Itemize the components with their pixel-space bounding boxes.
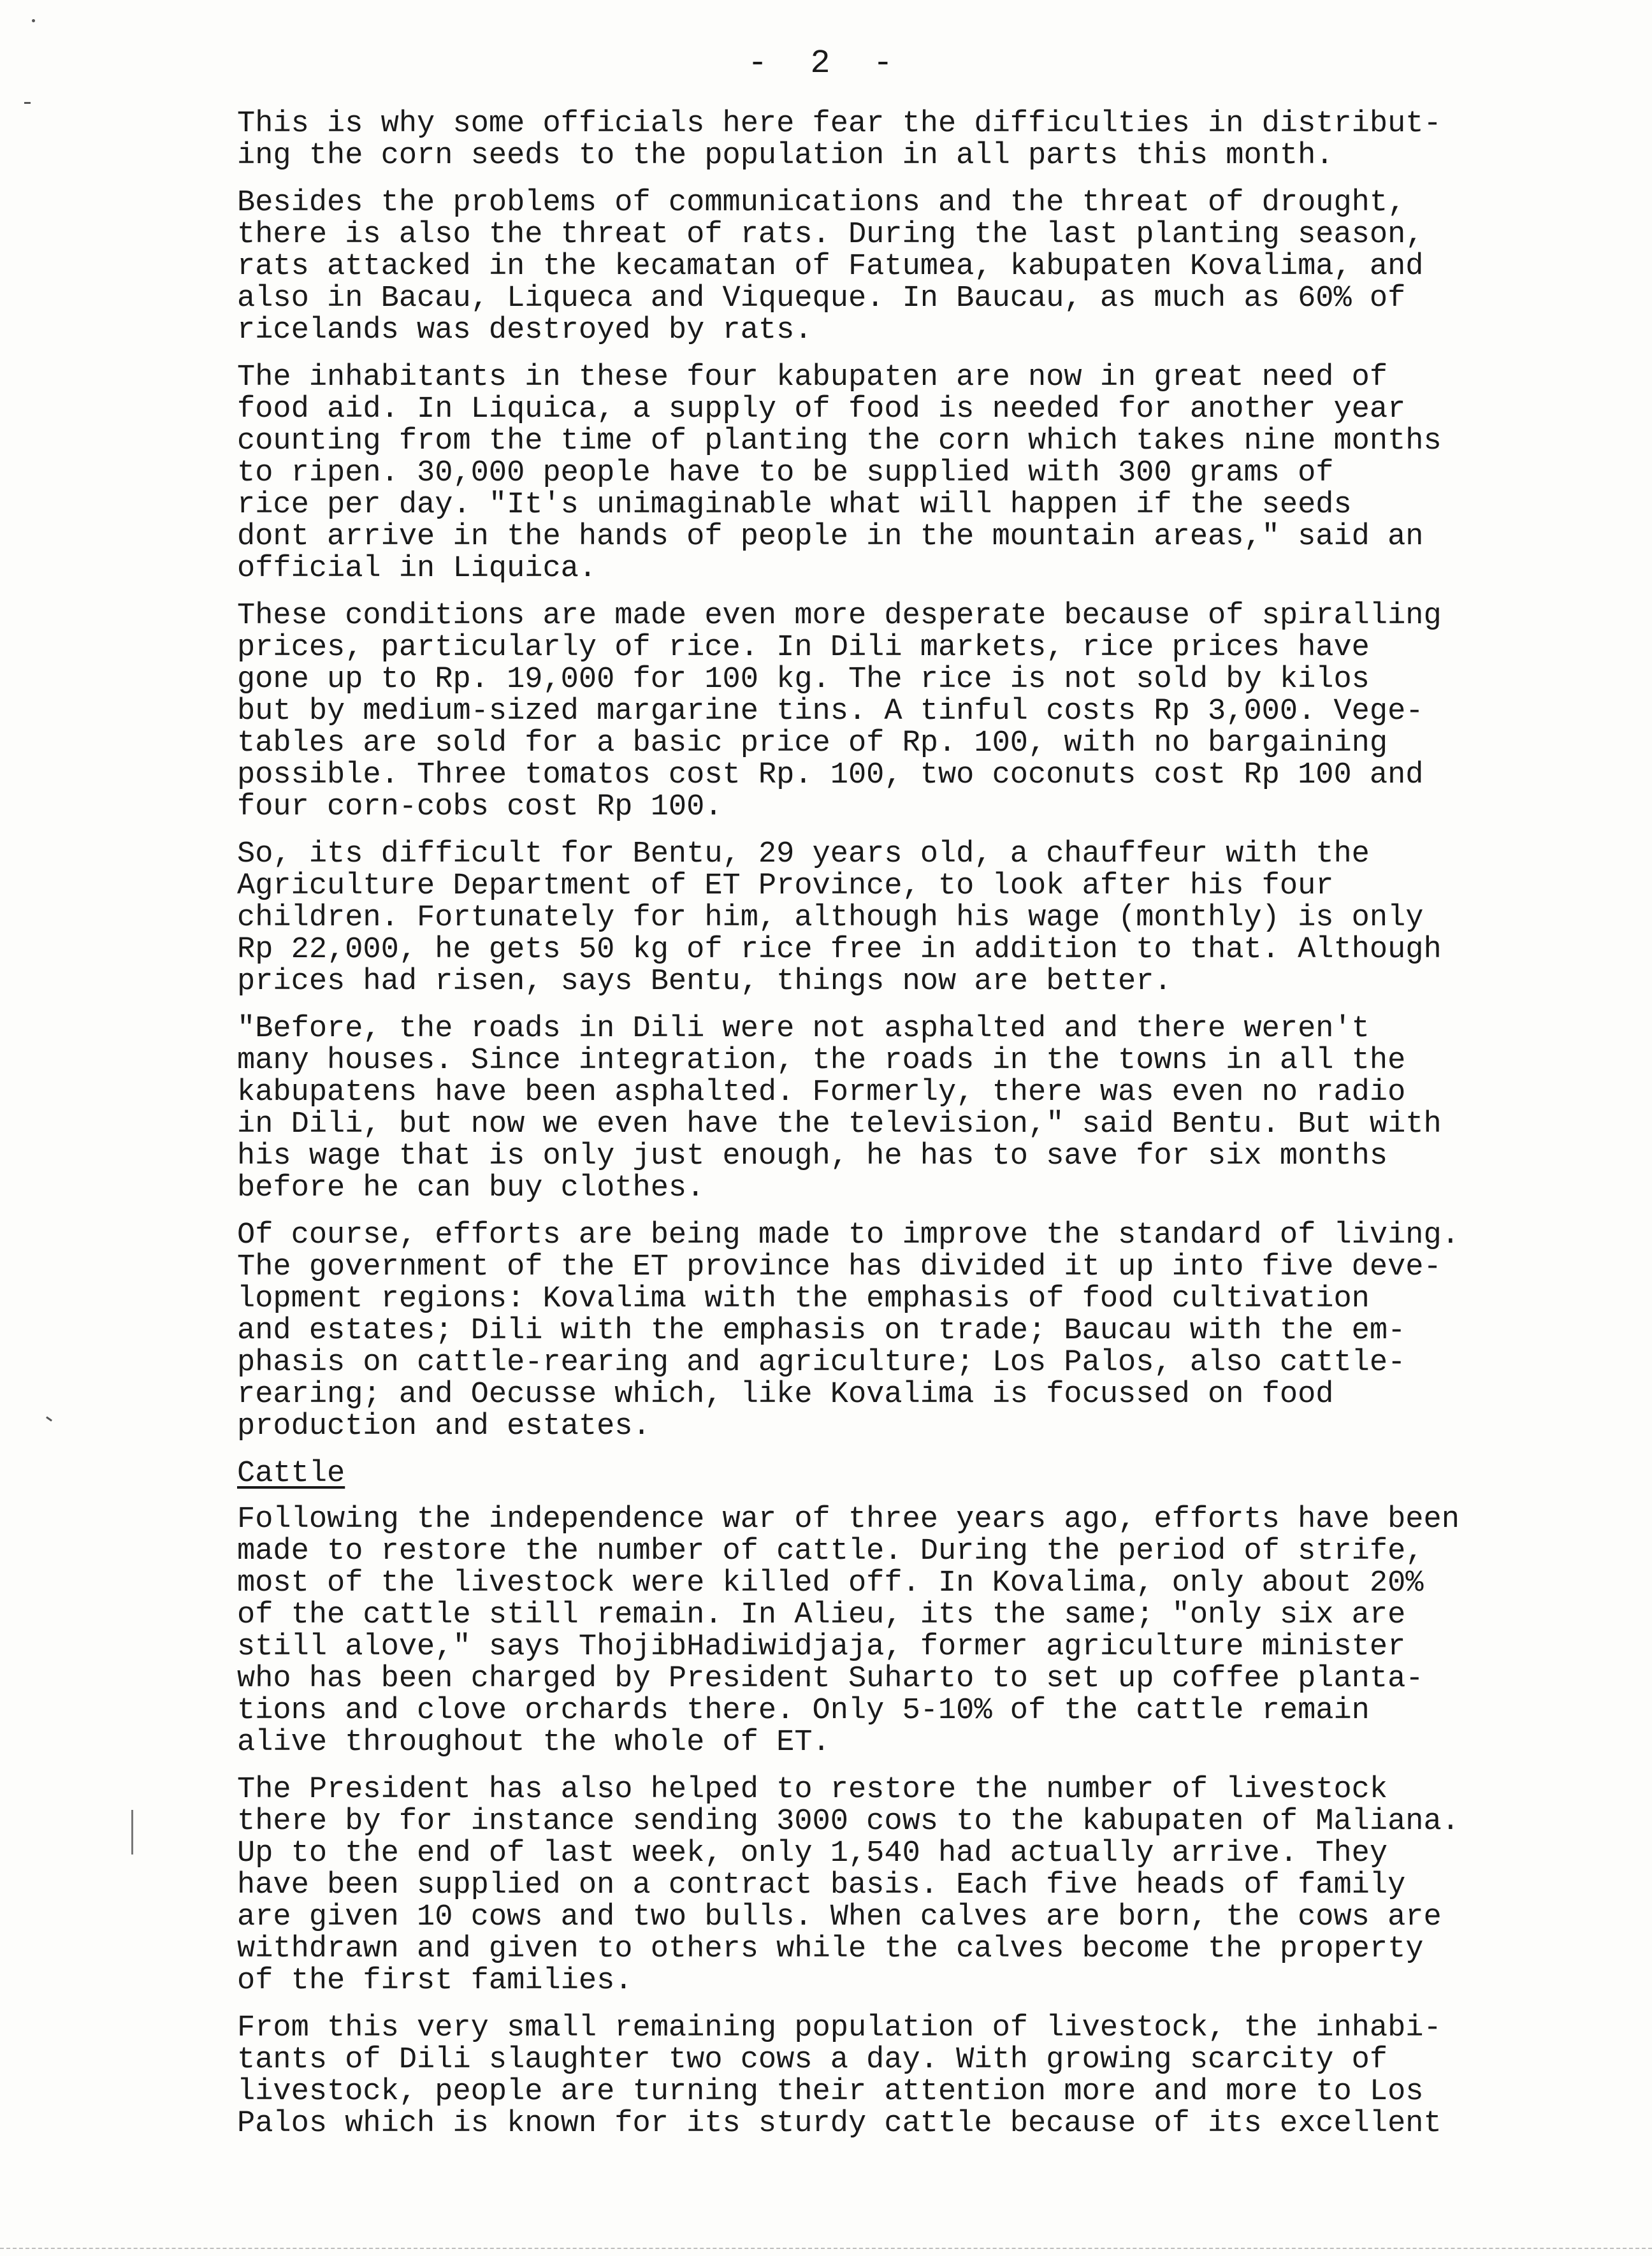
paragraph: Following the independence war of three years ago, efforts have been made to restore the number of cattle. During the period of strife, most of the livestock were killed off. In Kovalima, only about 20% of the cattle still remain. In Alieu, its the same; "only six are still alove," says ThojibHadiwidjaja, former agriculture minister who has been charged by President Suharto to set up coffee planta- tions and clove orchards there. Only 5-10% of the cattle remain alive throughout the whole of ET.: [237, 1503, 1460, 1760]
scan-speck: [32, 19, 35, 22]
paragraph: Besides the problems of communications and the threat of drought, there is also the threat of rats. During the last planting season, rats attacked in the kecamatan of Fatumea, kabupaten Kovalima, and also in Bacau, Liqueca and Viqueque. In Baucau, as much as 60% of ricelands was destroyed by rats.: [237, 186, 1424, 347]
paragraph: The President has also helped to restore the number of livestock there by for instance sending 3000 cows to the kabupaten of Maliana. Up to the end of last week, only 1,540 had actually arrive. They have been supplied on a contract basis. Each five heads of family are given 10 cows and two bulls. When calves are born, the cows are withdrawn and given to others while the calves become the property of the first families.: [237, 1773, 1460, 1998]
paragraph: This is why some officials here fear the difficulties in distribut- ing the corn seeds to the population in all parts this month.: [237, 107, 1442, 173]
page-number: - 2 -: [747, 45, 905, 82]
paragraph: Of course, efforts are being made to improve the standard of living. The government of the ET province has divided it up into five deve- lopment regions: Kovalima with the emphasis of food cultivation and estates; Dili with the emphasis on trade; Baucau with the em- phasis on cattle-rearing and agriculture; Los Palos, also cattle- rearing; and Oecusse which, like Kovalima is focussed on food production and estates.: [237, 1218, 1460, 1443]
paragraph: "Before, the roads in Dili were not asphalted and there weren't many houses. Since integration, the roads in the towns in all the kabupatens have been asphalted. Formerly, there was even no radio in Dili, but now we even have the television," said Bentu. But with his wage that is only just enough, he has to save for six months before he can buy clothes.: [237, 1012, 1442, 1205]
scan-speck: [46, 1416, 52, 1421]
paragraph: The inhabitants in these four kabupaten are now in great need of food aid. In Liquica, a supply of food is needed for another year counting from the time of planting the corn which takes nine months to ripen. 30,000 people have to be supplied with 300 grams of rice per day. "It's unimaginable what will happen if the seeds dont arrive in the hands of people in the mountain areas," said an official in Liquica.: [237, 361, 1442, 586]
paragraph: From this very small remaining population of livestock, the inhabi- tants of Dili slaughter two cows a day. With growing scarcity of livestock, people are turning their attention more and more to Los Palos which is known for its sturdy cattle because of its excellent: [237, 2011, 1442, 2141]
body-text: [237, 108, 1595, 2155]
paragraph: So, its difficult for Bentu, 29 years old, a chauffeur with the Agriculture Department of ET Province, to look after his four children. Fortunately for him, although his wage (monthly) is only Rp 22,000, he gets 50 kg of rice free in addition to that. Although prices had risen, says Bentu, things now are better.: [237, 837, 1442, 999]
scan-speck: [24, 102, 31, 104]
paragraph: These conditions are made even more desperate because of spiralling prices, particularly of rice. In Dili markets, rice prices have gone up to Rp. 19,000 for 100 kg. The rice is not sold by kilos but by medium-sized margarine tins. A tinful costs Rp 3,000. Vege- tables are sold for a basic price of Rp. 100, with no bargaining possible. Three tomatos cost Rp. 100, two coconuts cost Rp 100 and four corn-cobs cost Rp 100.: [237, 599, 1442, 824]
margin-mark: [131, 1810, 133, 1855]
bottom-edge-rule: [0, 2248, 1652, 2249]
section-heading: Cattle: [237, 1457, 345, 1491]
